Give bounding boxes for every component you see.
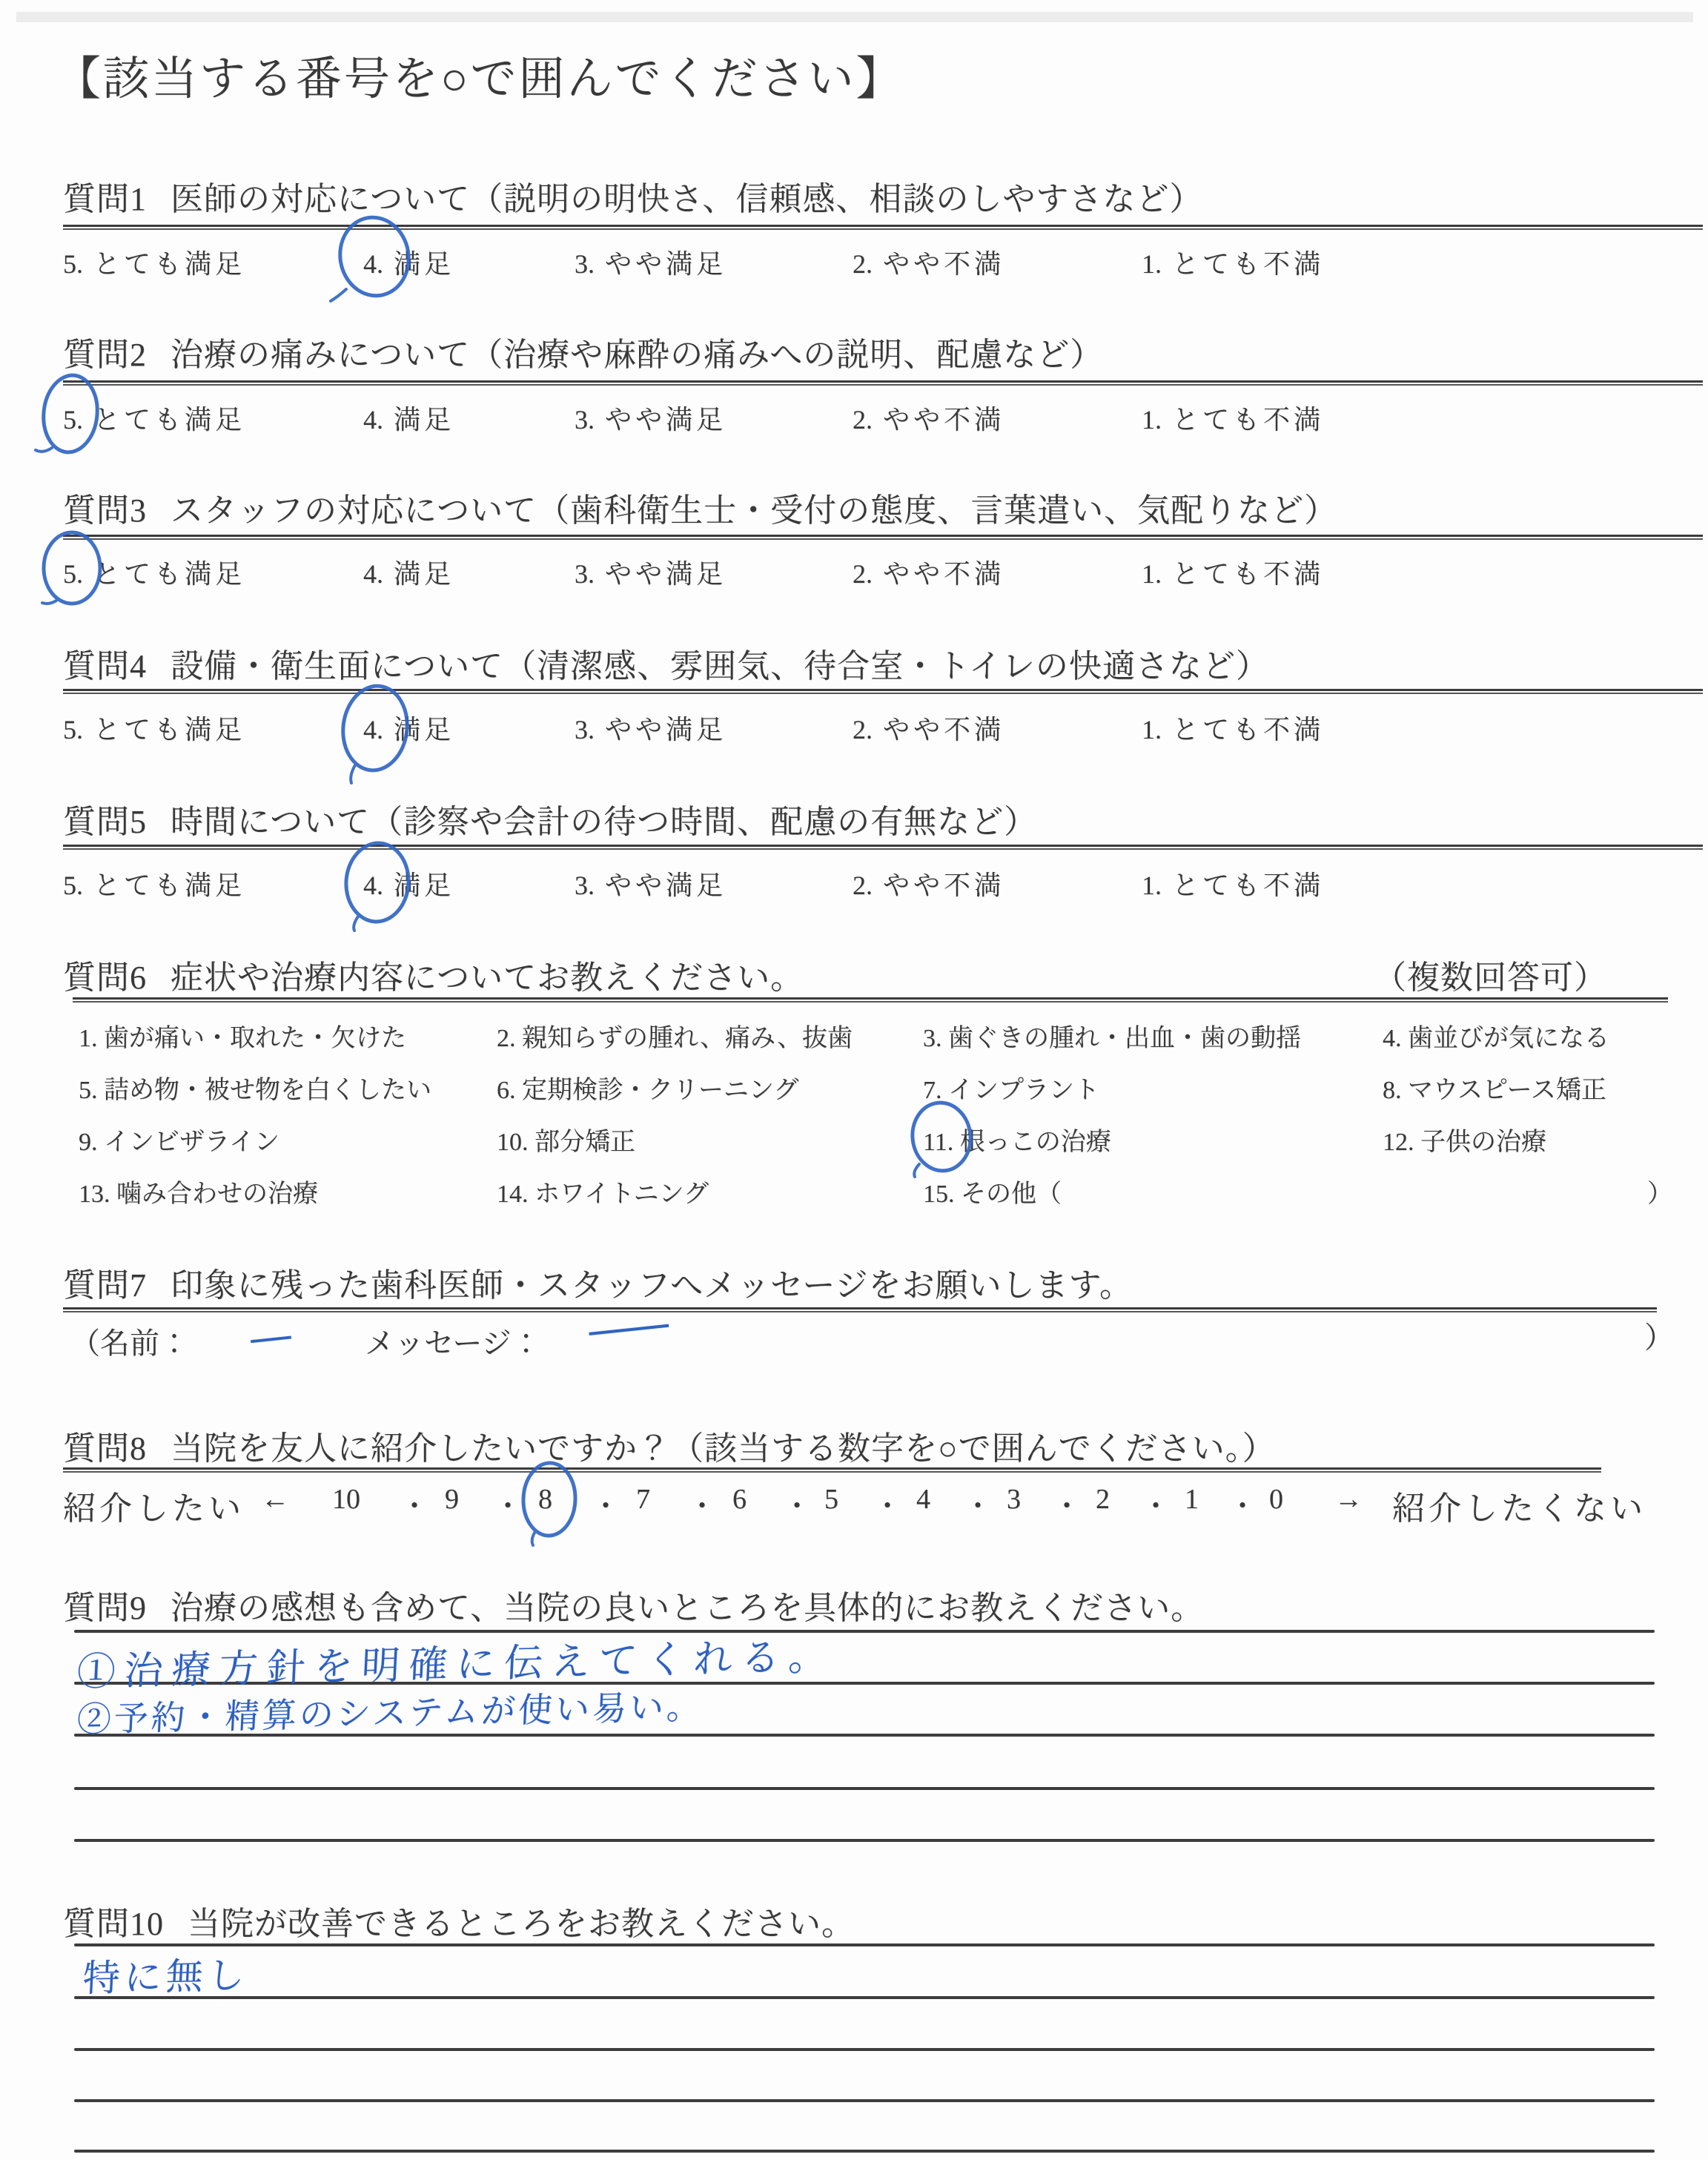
q6-item-14: 14. ホワイトニング [497, 1180, 709, 1208]
question-2-text: 治療の痛みについて（治療や麻酔の痛みへの説明、配慮など） [171, 337, 1104, 373]
q6-item-2: 2. 親知らずの腫れ、痛み、抜歯 [497, 1025, 853, 1052]
question-4-rule [63, 689, 1703, 694]
question-9-number: 質問9 [63, 1590, 147, 1626]
q7-name-answer-dash: — [248, 1311, 293, 1360]
question-6-rule [73, 997, 1668, 1003]
q5-option-3: 3. やや満足 [575, 871, 727, 900]
answer-line [74, 2150, 1655, 2153]
question-10-title [63, 1897, 855, 1944]
q8-left-arrow-icon: ← [261, 1484, 289, 1515]
q9-answer-line-2: ②予約・精算のシステムが使い易い。 [76, 1688, 705, 1739]
q1-option-3: 3. やや満足 [575, 249, 727, 279]
q6-item-4: 4. 歯並びが気になる [1383, 1025, 1609, 1052]
question-8-text: 当院を友人に紹介したいですか？（該当する数字を○で囲んでください。） [171, 1430, 1276, 1467]
scan-artifact-band [16, 12, 1693, 22]
q1-option-4: 4. 満足 [363, 249, 455, 279]
q8-score-6: 6 [732, 1484, 747, 1515]
q6-item-12: 12. 子供の治療 [1383, 1129, 1546, 1156]
q6-item-3: 3. 歯ぐきの腫れ・出血・歯の動揺 [923, 1025, 1301, 1052]
q7-name-label: （名前： [70, 1327, 189, 1360]
q8-separator-dot: ・ [494, 1491, 523, 1522]
q8-score-7: 7 [636, 1484, 650, 1515]
q8-score-4: 4 [916, 1484, 930, 1515]
q8-separator-dot: ・ [873, 1491, 902, 1522]
q5-circle-tail [354, 916, 358, 931]
answer-line [74, 2048, 1655, 2051]
question-8-rule [63, 1467, 1601, 1473]
q4-option-1: 1. とても不満 [1142, 715, 1325, 744]
q3-option-3: 3. やや満足 [575, 559, 727, 589]
question-1-number: 質問1 [63, 181, 147, 217]
question-2-number: 質問2 [63, 337, 147, 373]
q6-item-7: 7. インプラント [923, 1077, 1099, 1104]
answer-line [74, 1630, 1655, 1633]
q3-option-2: 2. やや不満 [853, 559, 1005, 589]
q8-score-1: 1 [1185, 1484, 1199, 1515]
q1-circle-tail [331, 289, 346, 301]
question-6-title [63, 951, 804, 998]
q8-separator-dot: ・ [1228, 1491, 1257, 1522]
q8-score-0: 0 [1269, 1484, 1283, 1515]
question-7-title [63, 1258, 1133, 1306]
q3-option-1: 1. とても不満 [1142, 559, 1325, 589]
question-3-text: スタッフの対応について（歯科衛生士・受付の態度、言葉遣い、気配りなど） [171, 492, 1338, 529]
question-7-text: 印象に残った歯科医師・スタッフへメッセージをお願いします。 [171, 1267, 1133, 1304]
q4-option-4: 4. 満足 [363, 715, 455, 744]
question-6-number: 質問6 [63, 960, 147, 996]
question-4-text: 設備・衛生面について（清潔感、雰囲気、待合室・トイレの快適さなど） [171, 648, 1269, 684]
q8-left-label: 紹介したい [63, 1490, 245, 1527]
question-5-rule [63, 845, 1703, 850]
question-5-text: 時間について（診察や会計の待つ時間、配慮の有無など） [171, 804, 1038, 840]
q8-separator-dot: ・ [1142, 1491, 1171, 1522]
q8-separator-dot: ・ [688, 1491, 717, 1522]
q7-close-paren: ） [1644, 1321, 1674, 1354]
form-heading: 【該当する番号を○で囲んでください】 [55, 54, 904, 105]
question-2-rule [63, 380, 1703, 386]
q9-answer-line-1: ①治療方針を明確に伝えてくれる。 [76, 1636, 838, 1694]
q8-separator-dot: ・ [1053, 1491, 1082, 1522]
q2-option-3: 3. やや満足 [575, 405, 727, 435]
question-9-title [63, 1581, 1204, 1628]
question-8-number: 質問8 [63, 1430, 147, 1467]
q8-score-2: 2 [1096, 1484, 1110, 1515]
q3-option-4: 4. 満足 [363, 559, 455, 589]
q8-separator-dot: ・ [592, 1491, 620, 1522]
question-4-number: 質問4 [63, 648, 147, 684]
question-5-number: 質問5 [63, 804, 147, 840]
q5-option-2: 2. やや不満 [853, 871, 1005, 900]
q3-option-5: 5. とても満足 [63, 559, 246, 589]
q6-item-10: 10. 部分矯正 [497, 1129, 635, 1156]
question-5-title [63, 795, 1037, 842]
question-10-text: 当院が改善できるところをお教えください。 [188, 1906, 855, 1942]
q5-option-5: 5. とても満足 [63, 871, 246, 900]
question-6-note: （複数回答可） [1374, 960, 1607, 996]
q8-score-5: 5 [824, 1484, 838, 1515]
answer-line [74, 1996, 1655, 1999]
question-6-text: 症状や治療内容についてお教えください。 [171, 960, 804, 996]
answer-line [74, 1787, 1655, 1790]
question-3-title [63, 483, 1337, 531]
q1-option-1: 1. とても不満 [1142, 249, 1325, 279]
q7-message-label: メッセージ： [365, 1327, 541, 1360]
answer-line [74, 1839, 1655, 1842]
q4-option-3: 3. やや満足 [575, 715, 727, 744]
q4-option-5: 5. とても満足 [63, 715, 246, 744]
question-8-title [63, 1421, 1276, 1469]
q6-item-13: 13. 噛み合わせの治療 [79, 1180, 318, 1208]
question-7-number: 質問7 [63, 1267, 147, 1304]
q2-option-4: 4. 満足 [363, 405, 455, 435]
q6-item-8: 8. マウスピース矯正 [1383, 1077, 1606, 1104]
question-4-title [63, 639, 1269, 687]
question-2-title [63, 328, 1103, 375]
q10-answer: 特に無し [82, 1954, 251, 2000]
q5-option-4: 4. 満足 [363, 871, 455, 900]
question-1-title [63, 172, 1202, 219]
q4-option-2: 2. やや不満 [853, 715, 1005, 744]
q8-right-label: 紹介したくない [1392, 1490, 1646, 1527]
q6-circle-tail [914, 1164, 919, 1177]
q8-separator-dot: ・ [400, 1491, 429, 1522]
q5-option-1: 1. とても不満 [1142, 871, 1325, 900]
q8-score-8: 8 [538, 1484, 552, 1515]
question-1-text: 医師の対応について（説明の明快さ、信頼感、相談のしやすさなど） [171, 181, 1203, 217]
q2-circle-tail [36, 448, 52, 452]
q7-message-answer-dash: — [586, 1299, 671, 1353]
q6-item-9: 9. インビザライン [79, 1129, 279, 1156]
q2-option-2: 2. やや不満 [853, 405, 1005, 435]
q1-option-2: 2. やや不満 [853, 249, 1005, 279]
q8-score-9: 9 [445, 1484, 459, 1515]
question-7-rule [63, 1307, 1657, 1312]
q8-right-arrow-icon: → [1334, 1484, 1363, 1515]
q2-option-1: 1. とても不満 [1142, 405, 1325, 435]
q8-score-10: 10 [332, 1484, 360, 1515]
question-10-number: 質問10 [63, 1906, 164, 1942]
q1-option-5: 5. とても満足 [63, 249, 246, 279]
q6-other-close-paren: ） [1647, 1180, 1672, 1208]
question-3-rule [63, 535, 1703, 540]
question-9-text: 治療の感想も含めて、当院の良いところを具体的にお教えください。 [171, 1590, 1205, 1626]
q8-score-3: 3 [1007, 1484, 1021, 1515]
q8-separator-dot: ・ [964, 1491, 993, 1522]
q6-item-5: 5. 詰め物・被せ物を白くしたい [79, 1077, 431, 1104]
q4-circle-tail [351, 765, 355, 783]
q6-item-6: 6. 定期検診・クリーニング [497, 1077, 799, 1104]
q6-item-11: 11. 根っこの治療 [923, 1129, 1111, 1156]
question-1-rule [63, 225, 1703, 230]
q8-separator-dot: ・ [783, 1491, 812, 1522]
q2-option-5: 5. とても満足 [63, 405, 246, 435]
question-3-number: 質問3 [63, 492, 147, 529]
answer-line [74, 2099, 1655, 2102]
q6-item-15: 15. その他（ [923, 1180, 1062, 1208]
q3-circle-tail [42, 601, 56, 604]
answer-line [74, 1943, 1655, 1946]
q6-item-1: 1. 歯が痛い・取れた・欠けた [79, 1025, 406, 1052]
q8-circle-tail [532, 1530, 536, 1545]
